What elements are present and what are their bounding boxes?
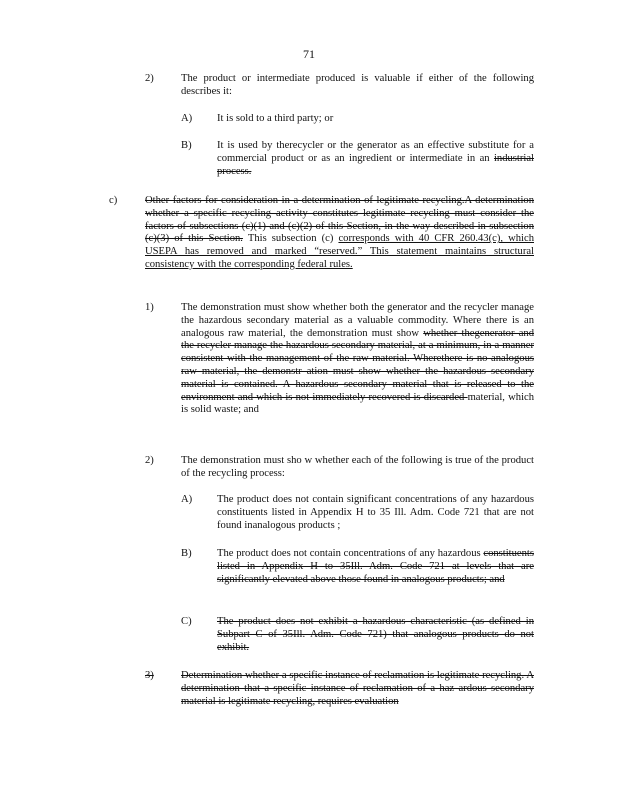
c1-plain-2: material, which is solid waste; and — [181, 391, 535, 416]
item-c-underlined: corresponds with 40 CFR 260.43(c), which USEPA has removed and marked “reserved.” This statement maintains structural consistency with the corresponding federal rules. — [145, 233, 534, 270]
item-c-struck: Other factors for consideration in a determination of legitimate recycling.A determination whether a specific recycling activity constitutes legitimate recycling must consider the factors of subsections (c)(1) and (c)(2) of this Section, in the way described in subsection (c)(3) of this Section. — [145, 195, 534, 245]
c1-plain-1: The demonstration must show whether both the generator and the recycler manage the hazardous secondary material as a valuable commodity. Where there is an analogous raw material, the demonstration must show — [181, 302, 534, 339]
c3-text — [181, 670, 534, 708]
c2b-label: B) — [181, 548, 192, 559]
item-2a-text: It is sold to a third party; or — [217, 113, 334, 124]
c1-label: 1) — [145, 302, 154, 313]
c2c-text — [217, 616, 534, 654]
c2-text: The demonstration must sho w whether each of the following is true of the product of the recycling process: — [181, 455, 534, 479]
c1-text — [181, 302, 534, 417]
item-2-label: 2) — [145, 73, 154, 84]
item-2b-struck: industrial process. — [217, 152, 534, 177]
c2a-label: A) — [181, 494, 193, 505]
item-c-text — [145, 195, 534, 272]
item-2b-text — [217, 140, 534, 178]
c2c-struck: The product does not exhibit a hazardous characteristic (as defined in Subpart C of 35Ill. Adm. Code 721) that analogous products do not exhibit. — [217, 616, 534, 653]
item-2b-label: B) — [181, 140, 192, 151]
c1-struck: whether thegenerator and the recycler manage the hazardous secondary material, at a minimum, in a manner consistent with the management of the raw material. Wherethere is no analogous raw material, the demonstr ation must show whether the hazardous secondary material is contained. A hazardous secondary material that is released to the environment and which is not immediately recovered is discarded — [181, 327, 535, 403]
c2c-label: C) — [181, 616, 192, 627]
c3-label: 3) — [145, 670, 154, 681]
c2b-text — [217, 548, 534, 586]
page-number: 71 — [303, 47, 315, 61]
c2a-text: The product does not contain significant concentrations of any hazardous constituents listed in Appendix H to 35 Ill. Adm. Code 721 that are not found inanalogous products ; — [217, 494, 534, 531]
c2b-plain: The product does not contain concentrations of any hazardous — [217, 548, 484, 559]
item-c-label: c) — [109, 195, 118, 206]
c2-label: 2) — [145, 455, 154, 466]
c2b-struck: constituents listed in Appendix H to 35Ill. Adm. Code 721 at levels that are significantly elevated above those found in analogous products; and — [217, 548, 534, 585]
item-2a-label: A) — [181, 113, 193, 124]
c3-struck: Determination whether a specific instance of reclamation is legitimate recycling. A determination that a specific instance of reclamation of a haz ardous secondary material is legitimate recycling, requires evaluation — [181, 670, 534, 707]
item-2-text: The product or intermediate produced is valuable if either of the following describes it: — [181, 73, 534, 97]
item-c-plain: This subsection (c) — [242, 233, 339, 245]
item-2b-plain: It is used by therecycler or the generator as an effective substitute for a commercial product or as an ingredient or intermediate in an — [217, 140, 534, 164]
